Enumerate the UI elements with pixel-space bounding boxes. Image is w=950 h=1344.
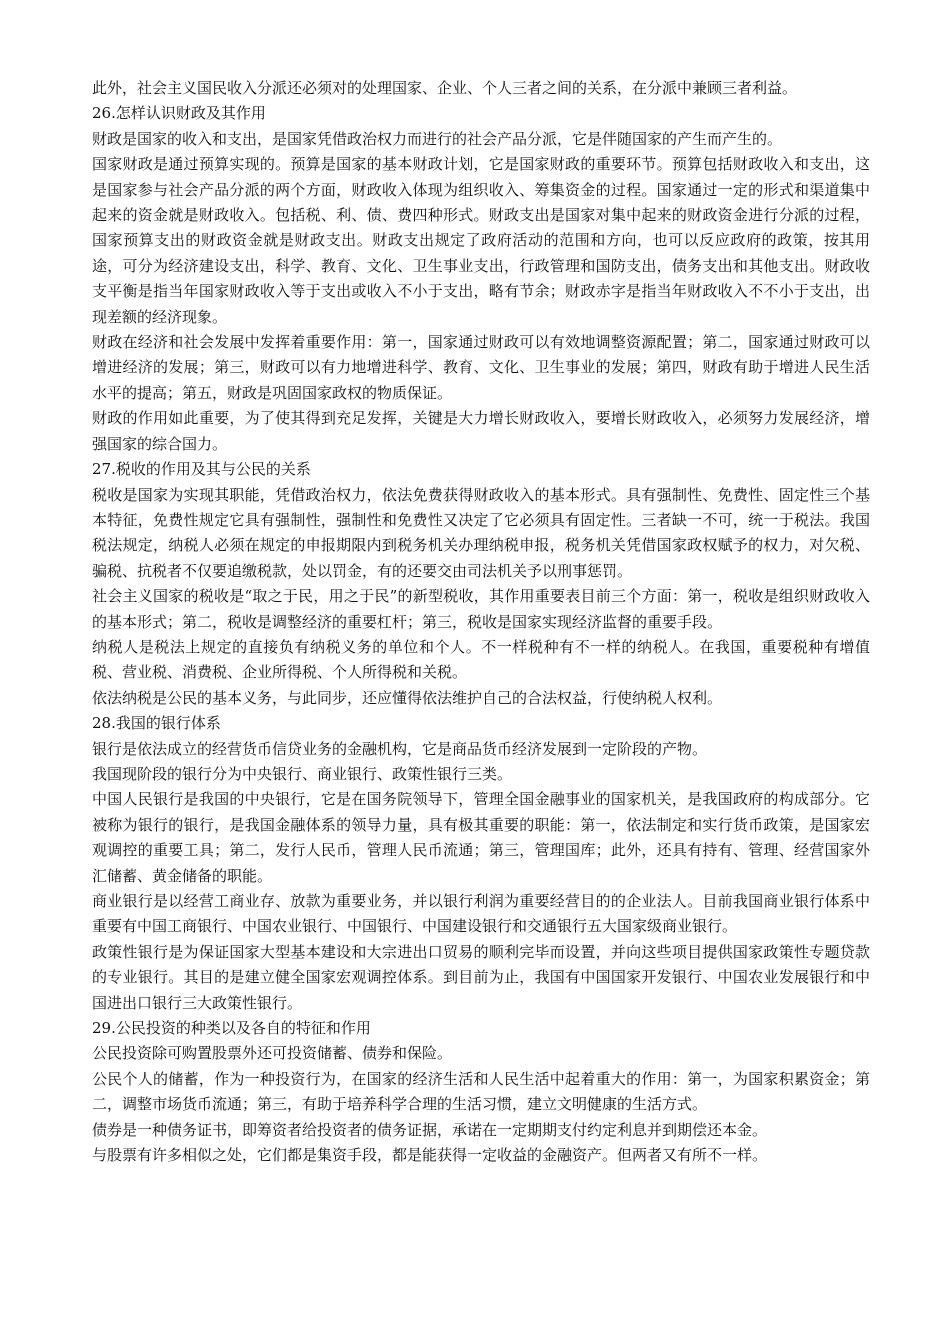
paragraph: 此外，社会主义国民收入分派还必须对的处理国家、企业、个人三者之间的关系，在分派中兼顾三者利益。 — [92, 79, 798, 97]
paragraph: 财政在经济和社会发展中发挥着重要作用：第一，国家通过财政可以有效地调整资源配置；第二，国家通过财政可以增进经济的发展；第三，财政可以有力地增进科学、教育、文化、卫生事业的发展；第四，财政有助于增进人民生活水平的提高；第五，财政是巩固国家政权的物质保证。 — [92, 333, 870, 402]
section-heading-27: 27.税收的作用及其与公民的关系 — [92, 460, 311, 479]
paragraph: 税收是国家为实现其职能，凭借政治权力，依法免费获得财政收入的基本形式。具有强制性、免费性、固定性三个基本特征，免费性规定它具有强制性，强制性和免费性又决定了它必须具有固定性。三者缺一不可，统一于税法。我国税法规定，纳税人必须在规定的申报期限内到税务机关办理纳税申报，税务机关凭借国家政权赋予的权力，对欠税、骗税、抗税者不仅要追缴税款，处以罚金，有的还要交由司法机关予以刑事惩罚。 — [92, 485, 870, 580]
paragraph: 国家财政是通过预算实现的。预算是国家的基本财政计划，它是国家财政的重要环节。预算包括财政收入和支出，这是国家参与社会产品分派的两个方面，财政收入体现为组织收入、筹集资金的过程。国家通过一定的形式和渠道集中起来的资金就是财政收入。包括税、利、债、费四种形式。财政支出是国家对集中起来的财政资金进行分派的过程，国家预算支出的财政资金就是财政支出。财政支出规定了政府活动的范围和方向，也可以反应政府的政策，按其用途，可分为经济建设支出，科学、教育、文化、卫生事业支出，行政管理和国防支出，债务支出和其他支出。财政收支平衡是指当年国家财政收入等于支出或收入不小于支出，略有节余；财政赤字是指当年财政收入不不小于支出，出现差额的经济现象。 — [92, 155, 870, 326]
section-heading-29: 29.公民投资的种类以及各自的特征和作用 — [92, 1019, 371, 1038]
paragraph: 公民投资除可购置股票外还可投资储蓄、债券和保险。 — [92, 1044, 453, 1063]
paragraph: 银行是依法成立的经营货币信贷业务的金融机构，它是商品货币经济发展到一定阶段的产物。 — [92, 739, 708, 758]
section-heading-26: 26.怎样认识财政及其作用 — [92, 104, 266, 123]
paragraph: 社会主义国家的税收是“取之于民，用之于民”的新型税收，其作用重要表目前三个方面：第一，税收是组织财政收入的基本形式；第二，税收是调整经济的重要杠杆；第三，税收是国家实现经济监督的重要手段。 — [92, 587, 870, 631]
paragraph: 我国现阶段的银行分为中央银行、商业银行、政策性银行三类。 — [92, 764, 513, 783]
section-heading-28: 28.我国的银行体系 — [92, 714, 221, 733]
paragraph: 政策性银行是为保证国家大型基本建设和大宗进出口贸易的顺利完毕而设置，并向这些项目提供国家政策性专题贷款的专业银行。其目的是建立健全国家宏观调控体系。到目前为止，我国有中国国家开发银行、中国农业发展银行和中国进出口银行三大政策性银行。 — [92, 942, 870, 1012]
paragraph: 公民个人的储蓄，作为一种投资行为，在国家的经济生活和人民生活中起着重大的作用：第一，为国家积累资金；第二，调整市场货币流通；第三，有助于培养科学合理的生活习惯，建立文明健康的生活方式。 — [92, 1069, 870, 1114]
paragraph: 与股票有许多相似之处，它们都是集资手段，都是能获得一定收益的金融资产。但两者又有所不一样。 — [92, 1146, 768, 1165]
paragraph: 财政的作用如此重要，为了使其得到充足发挥，关键是大力增长财政收入，要增长财政收入，必须努力发展经济，增强国家的综合国力。 — [92, 409, 870, 453]
paragraph: 纳税人是税法上规定的直接负有纳税义务的单位和个人。不一样税种有不一样的纳税人。在我国，重要税种有增值税、营业税、消费税、企业所得税、个人所得税和关税。 — [92, 637, 870, 682]
paragraph: 中国人民银行是我国的中央银行，它是在国务院领导下，管理全国金融事业的国家机关，是我国政府的构成部分。它被称为银行的银行，是我国金融体系的领导力量，具有极其重要的职能：第一，依法制定和实行货币政策，是国家宏观调控的重要工具；第二，发行人民币，管理人民币流通；第三，管理国库；此外，还具有持有、管理、经营国家外汇储蓄、黄金储备的职能。 — [92, 790, 870, 885]
paragraph: 财政是国家的收入和支出，是国家凭借政治权力而进行的社会产品分派，它是伴随国家的产生而产生的。 — [92, 129, 783, 148]
paragraph: 依法纳税是公民的基本义务，与此同步，还应懂得依法维护自己的合法权益，行使纳税人权利。 — [92, 688, 723, 707]
paragraph: 商业银行是以经营工商业存、放款为重要业务，并以银行利润为重要经营目的的企业法人。目前我国商业银行体系中重要有中国工商银行、中国农业银行、中国银行、中国建设银行和交通银行五大国家级商业银行。 — [92, 892, 870, 936]
document-page — [92, 76, 870, 1168]
paragraph: 债券是一种债务证书，即筹资者给投资者的债务证据，承诺在一定期期支付约定利息并到期偿还本金。 — [92, 1120, 768, 1139]
